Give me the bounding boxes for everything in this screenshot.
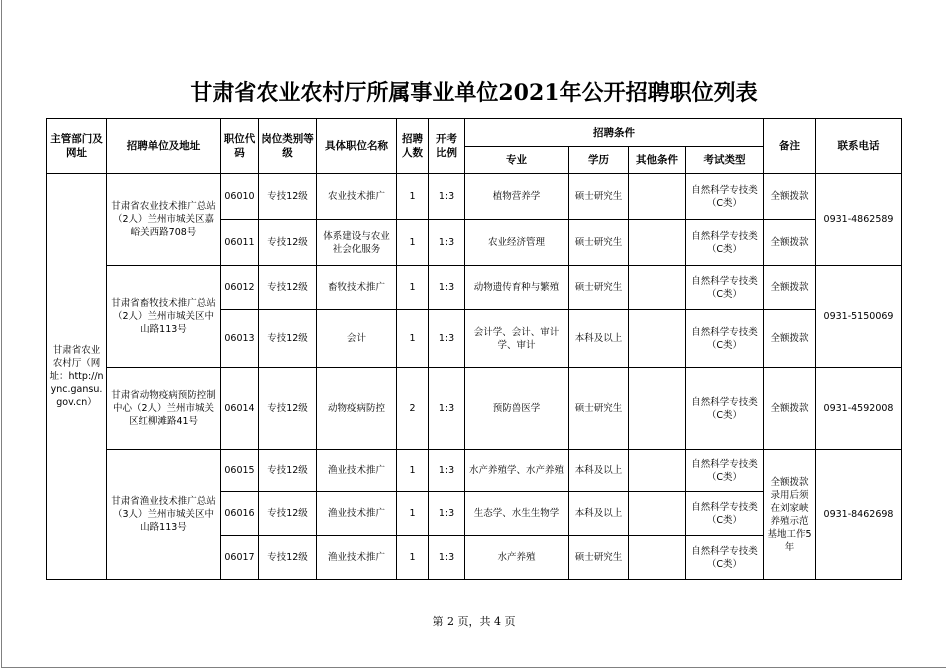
dept-cell: 甘肃省农业农村厅（网址：http://nync.gansu.gov.cn） bbox=[47, 174, 107, 580]
position-cell: 渔业技术推广 bbox=[317, 492, 397, 536]
document-title: 甘肃省农业农村厅所属事业单位2021年公开招聘职位列表 bbox=[190, 80, 758, 106]
header-category: 岗位类别等级 bbox=[259, 119, 317, 174]
position-cell: 畜牧技术推广 bbox=[317, 266, 397, 310]
code-cell: 06010 bbox=[221, 174, 259, 220]
table-row bbox=[47, 368, 902, 450]
position-cell: 渔业技术推广 bbox=[317, 450, 397, 492]
exam-cell: 自然科学专技类（C类） bbox=[686, 450, 764, 492]
count-cell: 1 bbox=[397, 492, 429, 536]
ratio-cell: 1:3 bbox=[429, 310, 465, 368]
major-cell: 动物遗传育种与繁殖 bbox=[465, 266, 569, 310]
count-cell: 2 bbox=[397, 368, 429, 450]
code-cell: 06017 bbox=[221, 536, 259, 580]
exam-cell: 自然科学专技类（C类） bbox=[686, 174, 764, 220]
header-position: 具体职位名称 bbox=[317, 119, 397, 174]
header-other: 其他条件 bbox=[629, 147, 686, 174]
major-cell: 农业经济管理 bbox=[465, 220, 569, 266]
remark-cell: 全额拨款 bbox=[764, 368, 816, 450]
major-cell: 植物营养学 bbox=[465, 174, 569, 220]
phone-cell: 0931-8462698 bbox=[816, 450, 902, 580]
header-dept: 主管部门及网址 bbox=[47, 119, 107, 174]
header-ratio: 开考比例 bbox=[429, 119, 465, 174]
unit-cell: 甘肃省动物疫病预防控制中心（2人）兰州市城关区红柳滩路41号 bbox=[107, 368, 221, 450]
education-cell: 硕士研究生 bbox=[569, 368, 629, 450]
code-cell: 06011 bbox=[221, 220, 259, 266]
header-major: 专业 bbox=[465, 147, 569, 174]
education-cell: 硕士研究生 bbox=[569, 174, 629, 220]
category-cell: 专技12级 bbox=[259, 536, 317, 580]
education-cell: 硕士研究生 bbox=[569, 536, 629, 580]
code-cell: 06013 bbox=[221, 310, 259, 368]
major-cell: 生态学、水生生物学 bbox=[465, 492, 569, 536]
category-cell: 专技12级 bbox=[259, 174, 317, 220]
unit-cell: 甘肃省农业技术推广总站（2人）兰州市城关区嘉峪关西路708号 bbox=[107, 174, 221, 266]
ratio-cell: 1:3 bbox=[429, 220, 465, 266]
education-cell: 硕士研究生 bbox=[569, 266, 629, 310]
major-cell: 预防兽医学 bbox=[465, 368, 569, 450]
ratio-cell: 1:3 bbox=[429, 368, 465, 450]
phone-cell: 0931-4862589 bbox=[816, 174, 902, 266]
other-cell bbox=[629, 536, 686, 580]
phone-cell: 0931-4592008 bbox=[816, 368, 902, 450]
count-cell: 1 bbox=[397, 536, 429, 580]
header-code: 职位代码 bbox=[221, 119, 259, 174]
ratio-cell: 1:3 bbox=[429, 174, 465, 220]
position-cell: 农业技术推广 bbox=[317, 174, 397, 220]
header-unit: 招聘单位及地址 bbox=[107, 119, 221, 174]
major-cell: 水产养殖学、水产养殖 bbox=[465, 450, 569, 492]
education-cell: 硕士研究生 bbox=[569, 220, 629, 266]
ratio-cell: 1:3 bbox=[429, 450, 465, 492]
count-cell: 1 bbox=[397, 220, 429, 266]
remark-cell: 全额拨款 bbox=[764, 174, 816, 220]
other-cell bbox=[629, 220, 686, 266]
remark-cell: 全额拨款 bbox=[764, 310, 816, 368]
position-cell: 体系建设与农业社会化服务 bbox=[317, 220, 397, 266]
table-row bbox=[47, 266, 902, 310]
unit-cell: 甘肃省畜牧技术推广总站（2人）兰州市城关区中山路113号 bbox=[107, 266, 221, 368]
exam-cell: 自然科学专技类（C类） bbox=[686, 368, 764, 450]
education-cell: 本科及以上 bbox=[569, 310, 629, 368]
code-cell: 06014 bbox=[221, 368, 259, 450]
other-cell bbox=[629, 266, 686, 310]
other-cell bbox=[629, 368, 686, 450]
header-count: 招聘人数 bbox=[397, 119, 429, 174]
ratio-cell: 1:3 bbox=[429, 536, 465, 580]
other-cell bbox=[629, 310, 686, 368]
education-cell: 本科及以上 bbox=[569, 492, 629, 536]
code-cell: 06016 bbox=[221, 492, 259, 536]
other-cell bbox=[629, 492, 686, 536]
major-cell: 水产养殖 bbox=[465, 536, 569, 580]
table-row bbox=[47, 450, 902, 492]
exam-cell: 自然科学专技类（C类） bbox=[686, 220, 764, 266]
position-cell: 渔业技术推广 bbox=[317, 536, 397, 580]
category-cell: 专技12级 bbox=[259, 266, 317, 310]
other-cell bbox=[629, 174, 686, 220]
header-exam: 考试类型 bbox=[686, 147, 764, 174]
other-cell bbox=[629, 450, 686, 492]
unit-cell: 甘肃省渔业技术推广总站（3人）兰州市城关区中山路113号 bbox=[107, 450, 221, 580]
exam-cell: 自然科学专技类（C类） bbox=[686, 310, 764, 368]
header-conditions: 招聘条件 bbox=[465, 119, 764, 147]
count-cell: 1 bbox=[397, 450, 429, 492]
category-cell: 专技12级 bbox=[259, 450, 317, 492]
position-cell: 会计 bbox=[317, 310, 397, 368]
remark-cell: 全额拨款录用后须在刘家峡养殖示范基地工作5年 bbox=[764, 450, 816, 580]
exam-cell: 自然科学专技类（C类） bbox=[686, 492, 764, 536]
header-education: 学历 bbox=[569, 147, 629, 174]
code-cell: 06015 bbox=[221, 450, 259, 492]
exam-cell: 自然科学专技类（C类） bbox=[686, 266, 764, 310]
header-phone: 联系电话 bbox=[816, 119, 902, 174]
category-cell: 专技12级 bbox=[259, 492, 317, 536]
remark-cell: 全额拨款 bbox=[764, 220, 816, 266]
header-remark: 备注 bbox=[764, 119, 816, 174]
position-cell: 动物疫病防控 bbox=[317, 368, 397, 450]
table-row bbox=[47, 174, 902, 220]
category-cell: 专技12级 bbox=[259, 220, 317, 266]
category-cell: 专技12级 bbox=[259, 310, 317, 368]
ratio-cell: 1:3 bbox=[429, 266, 465, 310]
education-cell: 本科及以上 bbox=[569, 450, 629, 492]
jobs-table bbox=[46, 118, 902, 580]
count-cell: 1 bbox=[397, 174, 429, 220]
remark-cell: 全额拨款 bbox=[764, 266, 816, 310]
page-footer: 第 2 页，共 4 页 bbox=[432, 615, 516, 628]
count-cell: 1 bbox=[397, 310, 429, 368]
exam-cell: 自然科学专技类（C类） bbox=[686, 536, 764, 580]
phone-cell: 0931-5150069 bbox=[816, 266, 902, 368]
count-cell: 1 bbox=[397, 266, 429, 310]
ratio-cell: 1:3 bbox=[429, 492, 465, 536]
major-cell: 会计学、会计、审计学、审计 bbox=[465, 310, 569, 368]
category-cell: 专技12级 bbox=[259, 368, 317, 450]
code-cell: 06012 bbox=[221, 266, 259, 310]
